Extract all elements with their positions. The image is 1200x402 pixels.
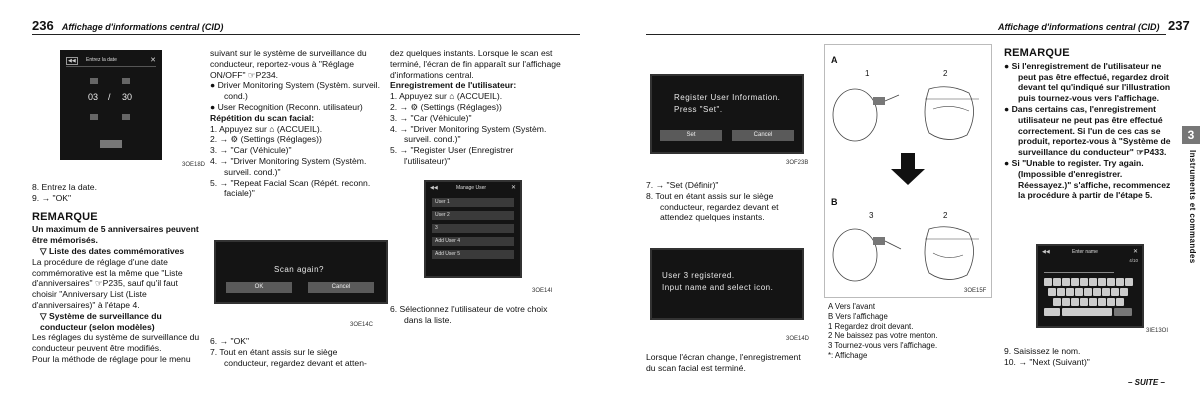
legend-a: A Vers l'avant — [828, 302, 875, 311]
legend-3: 3 Tournez-vous vers l'affichage. — [828, 341, 938, 351]
fig-code-keyboard: 3IE13OI — [1146, 328, 1169, 334]
date-screen-titlebar — [66, 56, 156, 67]
callout-2b: 2 — [943, 211, 948, 220]
col1-text — [32, 182, 202, 365]
col2-text — [210, 48, 380, 199]
rescan-step-4: 4. → "Driver Monitoring System (Systèm. surveil. cond.)" — [210, 155, 367, 177]
kb-close-icon[interactable]: ✕ — [1132, 249, 1138, 255]
user-row-4[interactable]: Add User 4 — [432, 237, 514, 246]
user-row-2[interactable]: User 2 — [432, 211, 514, 220]
rescan-step-2: 2. → ⚙ (Settings (Réglages)) — [210, 134, 322, 145]
right-header-rule — [646, 34, 1166, 35]
callout-2: 2 — [943, 69, 948, 78]
left-page-number: 236 — [32, 18, 54, 33]
list-dates-text: La procédure de réglage d'une date commémorative est la même que "Liste d'anniversaires" ☞P235, sauf qu'il faut choisir "Anniversary List (Liste d'anniversaires)" à l'étape 4. — [32, 256, 183, 310]
col3-text — [390, 48, 562, 167]
col4-text-bottom — [646, 352, 812, 374]
remark-bullet-3: ● Si "Unable to register. Try again. (Impossible d'enregistrer. Réessayez.)" s'affiche, recommencez la procédure à partir de l'étape 5. — [1004, 157, 1171, 201]
rescan-step-6: 6. → "OK" — [210, 336, 250, 346]
rescan-step-7: 7. Tout en étant assis sur le siège conducteur, regardez devant et atten- — [210, 346, 367, 368]
register-info-text: Register User Information. Press "Set". — [674, 93, 781, 114]
rescan-step-5: 5. → "Repeat Facial Scan (Répét. reconn. faciale)" — [210, 177, 371, 199]
kb-title: Enter name — [1072, 249, 1098, 255]
legend-2: 2 Ne baissez pas votre menton. — [828, 331, 938, 341]
rescan-title: Répétition du scan facial: — [210, 112, 315, 123]
register-step-5: 5. → "Register User (Enregistrer l'utilisateur)" — [390, 145, 514, 166]
step-9: 9. → "OK" — [32, 192, 72, 203]
fig-code-scan: 3OE14C — [350, 322, 374, 328]
register-title: Enregistrement de l'utilisateur: — [390, 80, 517, 91]
month-value: 03 — [88, 92, 99, 102]
registered-text: User 3 registered. Input name and select icon. — [662, 271, 774, 292]
col2-intro: suivant sur le système de surveillance du conducteur, reportez-vous à "Réglage ON/OFF" ☞P234. — [210, 48, 367, 80]
date-screen-title: Entrez la date — [86, 57, 117, 63]
kb-step-9: 9. Saisissez le nom. — [1004, 346, 1081, 356]
bullet-user-recognition: ● User Recognition (Reconn. utilisateur) — [210, 101, 363, 112]
legend-1: 1 Regardez droit devant. — [828, 321, 914, 331]
register-set-button[interactable]: Set — [660, 130, 722, 141]
register-step-3: 3. → "Car (Véhicule)" — [390, 112, 472, 123]
chapter-tab-number: 3 — [1182, 126, 1200, 144]
bullet-dms: ● Driver Monitoring System (Systèm. surveil. cond.) — [210, 80, 380, 102]
col4-text — [646, 180, 812, 223]
kb-step-10: 10. → "Next (Suivant)" — [1004, 356, 1090, 367]
label-a: A — [831, 55, 838, 65]
list-dates-title: ▽ Liste des dates commémoratives — [40, 245, 185, 256]
fig-code-register: 3OF23B — [786, 160, 809, 166]
step-8: 8. Entrez la date. — [32, 182, 97, 192]
day-up-button[interactable] — [122, 78, 130, 84]
registered-screen — [650, 248, 804, 320]
col6-text-bottom — [1004, 346, 1172, 368]
kb-name-input[interactable] — [1044, 264, 1114, 273]
right-page-number: 237 — [1168, 18, 1190, 33]
posture-illustration — [824, 44, 992, 298]
month-up-button[interactable] — [90, 78, 98, 84]
list-back-icon[interactable]: ◀◀ — [430, 185, 438, 191]
date-separator: / — [108, 92, 111, 102]
register-step-8: 8. Tout en étant assis sur le siège conducteur, regardez devant et attendez quelques instants. — [646, 190, 779, 223]
user-list-title: Manage User — [456, 185, 487, 191]
left-page-header — [32, 18, 223, 33]
driver-front-drawing — [829, 79, 985, 149]
surveillance-text-1: Les réglages du système de surveillance du conducteur peuvent être modifiés. — [32, 332, 200, 354]
surveillance-text-2: Pour la méthode de réglage pour le menu — [32, 353, 191, 364]
callout-3: 3 — [869, 211, 874, 220]
user-row-1[interactable]: User 1 — [432, 198, 514, 207]
scan-ok-button[interactable]: OK — [226, 282, 292, 293]
fig-code-date: 3OE18D — [182, 162, 206, 168]
col3-text-bottom — [390, 304, 562, 326]
remark-text-1: Un maximum de 5 anniversaires peuvent être mémorisés. — [32, 224, 199, 246]
close-icon[interactable]: ✕ — [150, 57, 156, 64]
date-ok-button[interactable] — [100, 140, 122, 148]
left-header-title: Affichage d'informations central (CID) — [61, 22, 224, 32]
remark-title-2: REMARQUE — [1004, 47, 1070, 59]
callout-1: 1 — [865, 69, 870, 78]
arrow-down-icon — [891, 153, 925, 187]
scan-cancel-button[interactable]: Cancel — [308, 282, 374, 293]
scan-again-screen — [214, 240, 388, 304]
registered-caption: Lorsque l'écran change, l'enregistrement du scan facial est terminé. — [646, 352, 801, 373]
register-step-7: 7. → "Set (Définir)" — [646, 180, 719, 190]
register-cancel-button[interactable]: Cancel — [732, 130, 794, 141]
register-step-1: 1. Appuyez sur ⌂ (ACCUEIL). — [390, 91, 503, 102]
back-icon[interactable]: ◀◀ — [68, 58, 76, 64]
right-page-header — [998, 18, 1196, 33]
month-down-button[interactable] — [90, 114, 98, 120]
user-row-3[interactable]: 3 — [432, 224, 514, 233]
remark-bullet-1: ● Si l'enregistrement de l'utilisateur ne peut pas être effectué, regardez droit devant tel qu'indiqué sur l'illustration puis tournez-vous vers l'affichage. — [1004, 60, 1171, 104]
rescan-step-1: 1. Appuyez sur ⌂ (ACCUEIL). — [210, 123, 323, 134]
left-header-rule — [32, 34, 580, 35]
col2-text-bottom — [210, 336, 380, 368]
register-step-2: 2. → ⚙ (Settings (Réglages)) — [390, 101, 502, 112]
rescan-step-3: 3. → "Car (Véhicule)" — [210, 145, 292, 156]
legend-b: B Vers l'affichage — [828, 311, 888, 321]
scan-again-prompt: Scan again? — [274, 265, 324, 274]
driver-display-drawing — [829, 221, 985, 291]
user-row-5[interactable]: Add User 5 — [432, 250, 514, 259]
day-value: 30 — [122, 92, 133, 102]
remark-bullet-2: ● Dans certains cas, l'enregistrement utilisateur ne peut pas être effectué correctement. Si l'un de ces cas se produit, reportez-vous à "Système de surveillance du conducteur" ☞P433. — [1004, 103, 1171, 158]
right-header-title: Affichage d'informations central (CID) — [998, 22, 1160, 32]
col6-text — [1004, 44, 1172, 201]
day-down-button[interactable] — [122, 114, 130, 120]
register-info-screen — [650, 74, 804, 154]
fig-code-list: 3OE14I — [532, 288, 553, 294]
kb-counter: 4/10 — [1129, 258, 1138, 263]
keyboard-screen — [1036, 244, 1144, 328]
suite-label: – SUITE – — [1128, 378, 1165, 387]
date-entry-screen — [60, 50, 162, 162]
remark-title-1: REMARQUE — [32, 210, 98, 223]
user-list-screen — [424, 180, 522, 278]
register-step-6: 6. Sélectionnez l'utilisateur de votre choix dans la liste. — [390, 304, 548, 325]
register-step-4: 4. → "Driver Monitoring System (Systèm. surveil. cond.)" — [390, 123, 547, 145]
posture-legend — [828, 302, 992, 361]
fig-code-registered: 3OE14D — [786, 336, 810, 342]
col3-intro: dez quelques instants. Lorsque le scan est terminé, l'écran de fin apparaît sur l'affichage d'informations central. — [390, 48, 561, 80]
kb-back-icon[interactable]: ◀◀ — [1042, 249, 1050, 255]
label-b: B — [831, 197, 838, 207]
kb-keys[interactable] — [1044, 278, 1136, 322]
list-close-icon[interactable]: ✕ — [510, 185, 516, 191]
legend-display: *: Affichage — [828, 350, 868, 360]
chapter-tab-label: Instruments et commandes — [1188, 150, 1197, 264]
surveillance-title: ▽ Système de surveillance du conducteur (selon modèles) — [40, 310, 162, 332]
fig-code-posture: 3OE15F — [964, 288, 987, 294]
